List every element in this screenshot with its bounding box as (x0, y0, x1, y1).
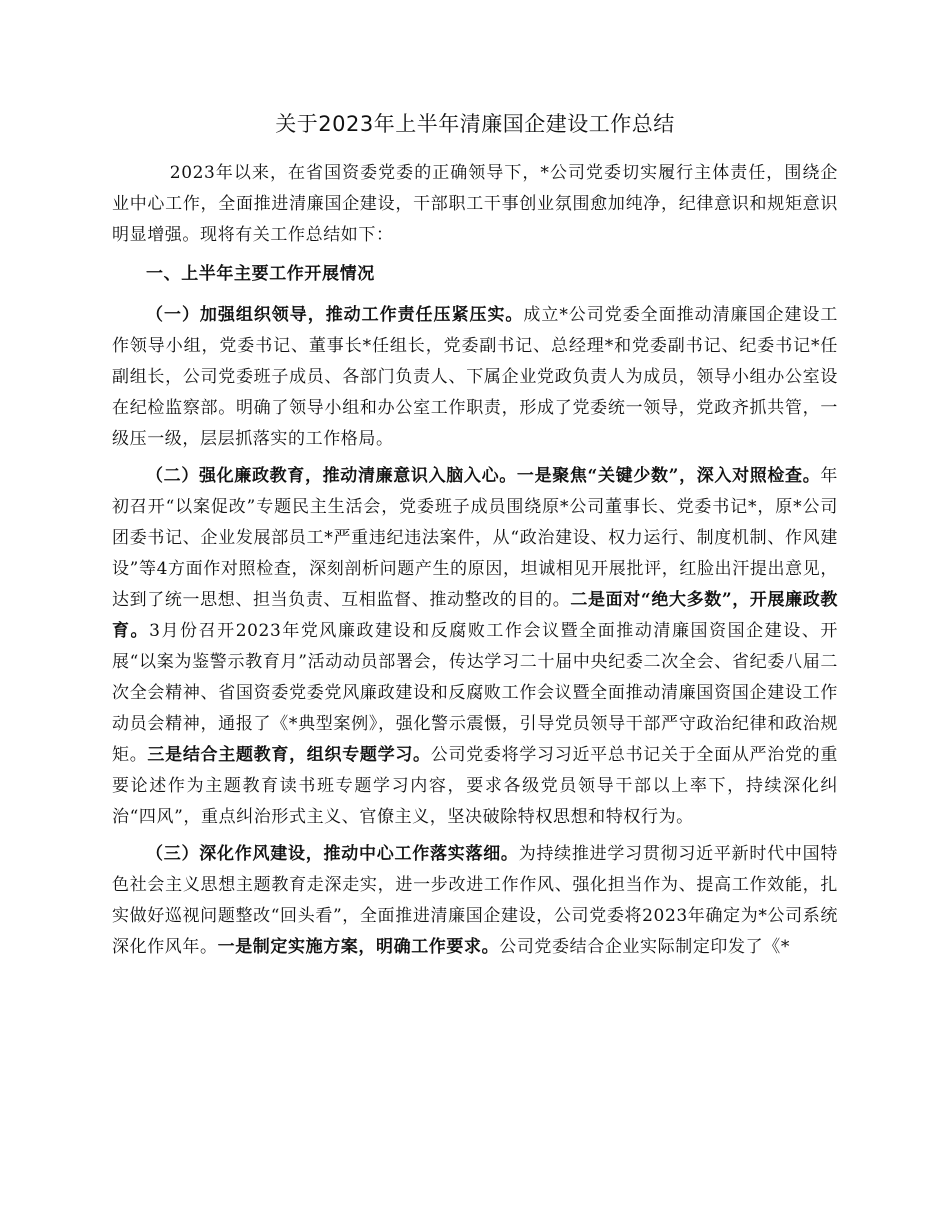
paragraph-text: 3月份召开2023年党风廉政建设和反腐败工作会议暨全面推动清廉国资国企建设、开展“以案为鉴警示教育月”活动动员部署会，传达学习二十届中央纪委二次全会、省纪委八届二次全会精神、省国资委党委党风廉政建设和反腐败工作会议暨全面推动清廉国资国企建设工作动员会精神，通报了《*典型案例》，强化警示震慑，引导党员领导干部严守政治纪律和政治规矩。 (112, 621, 838, 765)
paragraph-heading: （三）深化作风建设，推动中心工作落实落细。 (146, 844, 519, 864)
paragraph-text: 公司党委将学习习近平总书记关于全面从严治党的重要论述作为主题教育读书班专题学习内容，要求各级党员领导干部以上率下，持续深化纠治“四风”，重点纠治形式主义、官僚主义，坚决破除特权思想和特权行为。 (112, 745, 838, 827)
paragraph-text: 公司党委结合企业实际制定印发了《* (499, 937, 790, 957)
paragraph-organization (112, 300, 838, 455)
paragraph-education (112, 461, 838, 833)
paragraph-work-style (112, 839, 838, 963)
intro-paragraph: 2023年以来，在省国资委党委的正确领导下，*公司党委切实履行主体责任，围绕企业中心工作，全面推进清廉国企建设，干部职工干事创业氛围愈加纯净，纪律意识和规矩意识明显增强。现将有关工作总结如下： (112, 163, 838, 245)
paragraph-text: 年初召开“以案促改”专题民主生活会，党委班子成员围绕原*公司董事长、党委书记*，原*公司团委书记、企业发展部员工*严重违纪违法案件，从“政治建设、权力运行、制度机制、作风建设”等4方面作对照检查，深刻剖析问题产生的原因，坦诚相见开展批评，红脸出汗提出意见，达到了统一思想、担当负责、互相监督、推动整改的目的。 (112, 466, 838, 610)
paragraph-subheading: 一是制定实施方案，明确工作要求。 (217, 937, 500, 957)
document-body (112, 108, 838, 969)
paragraph-text: 为持续推进学习贯彻习近平新时代中国特色社会主义思想主题教育走深走实，进一步改进工作作风、强化担当作为、提高工作效能，扎实做好巡视问题整改“回头看”，全面推进清廉国企建设，公司党委将2023年确定为*公司系统深化作风年。 (112, 844, 838, 957)
paragraph-subheading: 三是结合主题教育，组织专题学习。 (147, 745, 431, 765)
paragraph-heading: （一）加强组织领导，推动工作责任压紧压实。 (146, 305, 524, 325)
document-title: 关于2023年上半年清廉国企建设工作总结 (275, 112, 675, 136)
paragraph-heading: （二）强化廉政教育，推动清廉意识入脑入心。一是聚焦“关键少数”，深入对照检查。 (146, 466, 821, 486)
section-heading: 一、上半年主要工作开展情况 (146, 264, 375, 284)
paragraph-subheading: 二是面对“绝大多数”，开展廉政教育。 (112, 590, 838, 641)
paragraph-text: 成立*公司党委全面推动清廉国企建设工作领导小组，党委书记、董事长*任组长，党委副书记、总经理*和党委副书记、纪委书记*任副组长，公司党委班子成员、各部门负责人、下属企业党政负责人为成员，领导小组办公室设在纪检监察部。明确了领导小组和办公室工作职责，形成了党委统一领导，党政齐抓共管，一级压一级，层层抓落实的工作格局。 (112, 305, 838, 449)
